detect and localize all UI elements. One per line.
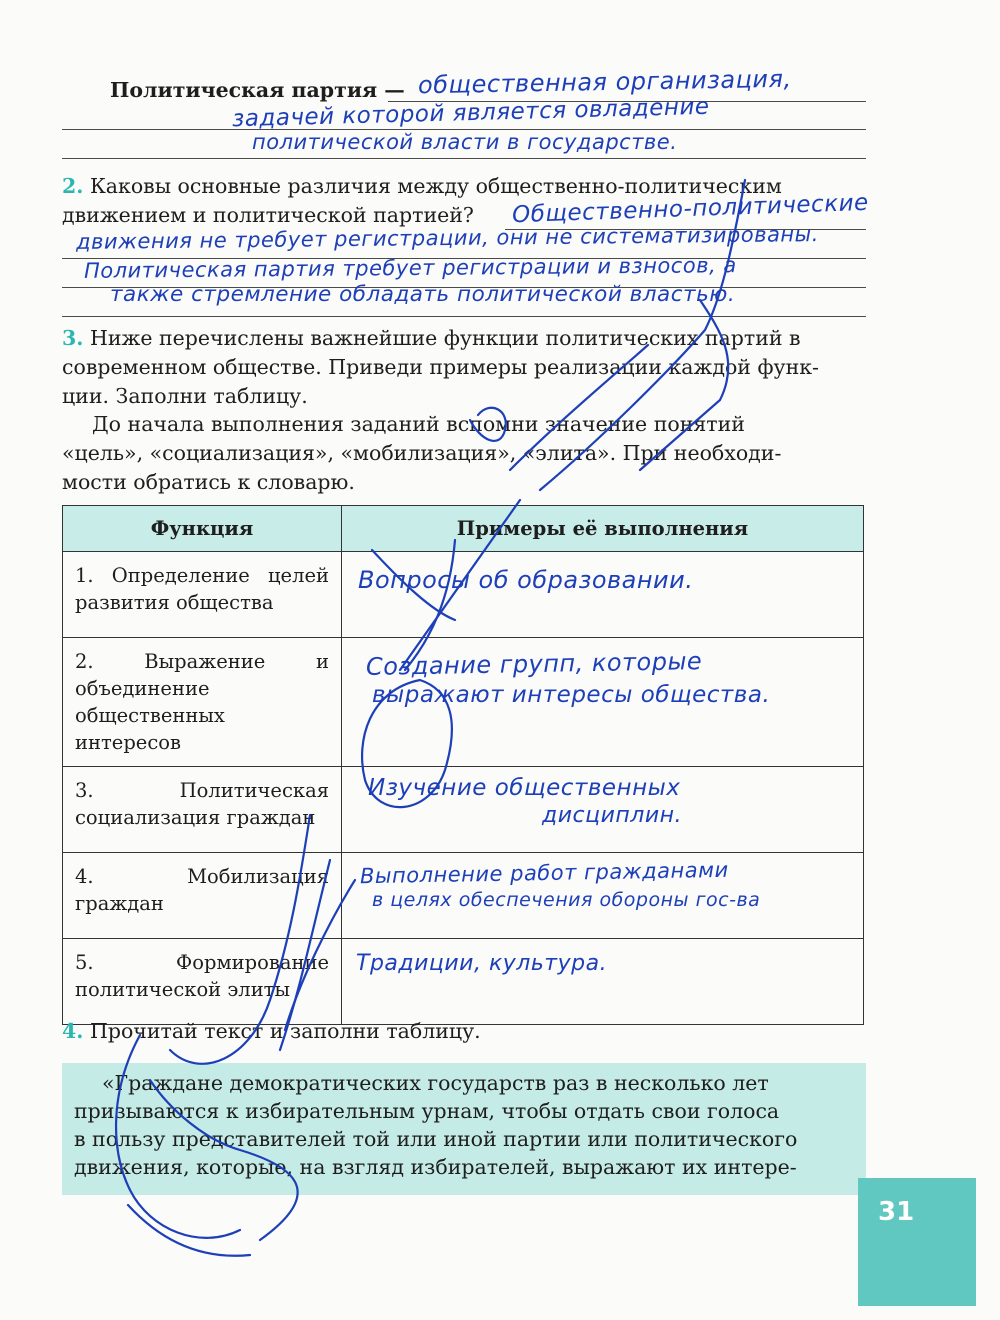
quote-box: [62, 1063, 866, 1195]
header-function: Функция: [63, 506, 342, 552]
functions-table: [62, 505, 864, 1025]
quote-line: в пользу представителей той или иной партии или политического: [74, 1127, 798, 1151]
task3-hint-line3: мости обратись к словарю.: [62, 470, 355, 494]
task4-instruction: Прочитай текст и заполни таблицу.: [89, 1019, 481, 1043]
task3-number: 3.: [62, 326, 84, 350]
example-line: дисциплин.: [542, 803, 682, 828]
page-number: 31: [878, 1197, 915, 1227]
table-row: [63, 767, 864, 853]
example-cell[interactable]: [342, 552, 864, 638]
scribble-stroke: [128, 1205, 250, 1256]
example-cell[interactable]: [342, 853, 864, 939]
definition-answer-line-2: задачей которой является овладение: [231, 93, 710, 133]
task2-answer-line-3: Политическая партия требует регистрации и взносов, а: [83, 253, 737, 283]
function-cell: 2. Выражение и объединение общественных интересов: [63, 638, 342, 767]
example-line: Традиции, культура.: [356, 951, 608, 976]
answer-line: [62, 158, 866, 159]
task4-text: [62, 1017, 866, 1046]
example-cell[interactable]: [342, 767, 864, 853]
table-header-row: [63, 506, 864, 552]
header-examples: Примеры её выполнения: [342, 506, 864, 552]
quote-line: движения, которые, на взгляд избирателей, выражают их интере-: [74, 1155, 797, 1179]
task2-question-line2: движением и политической партией?: [62, 203, 474, 227]
quote-line: призываются к избирательным урнам, чтобы отдать свои голоса: [74, 1099, 780, 1123]
definition-term: Политическая партия —: [110, 78, 405, 102]
function-cell: 3. Политическая социализация граждан: [63, 767, 342, 853]
function-cell: 4. Мобилизация граждан: [63, 853, 342, 939]
table-row: [63, 853, 864, 939]
task3-hint: [62, 410, 866, 497]
task3-text-line2: современном обществе. Приведи примеры реализации каждой функ-: [62, 355, 819, 379]
task3-text-line1: Ниже перечислены важнейшие функции политических партий в: [89, 326, 801, 350]
example-cell[interactable]: [342, 939, 864, 1025]
function-cell: 5. Формирование политической элиты: [63, 939, 342, 1025]
function-cell: 1. Определение целей развития общества: [63, 552, 342, 638]
example-cell[interactable]: [342, 638, 864, 767]
table-row: [63, 939, 864, 1025]
example-line: Выполнение работ гражданами: [359, 857, 729, 889]
task2-answer-line-4: также стремление обладать политической властью.: [110, 282, 736, 307]
task2-answer-line-2: движения не требует регистрации, они не систематизированы.: [75, 222, 819, 254]
answer-line: [62, 316, 866, 317]
table-row: [63, 552, 864, 638]
task3-text: [62, 324, 866, 411]
example-line: Изучение общественных: [368, 775, 681, 801]
example-line: выражают интересы общества.: [372, 682, 771, 708]
example-line: в целях обеспечения обороны гос-ва: [372, 889, 761, 911]
definition-answer-line-3: политической власти в государстве.: [252, 130, 678, 154]
table-row: [63, 638, 864, 767]
task4-number: 4.: [62, 1019, 84, 1043]
quote-line: «Граждане демократических государств раз в несколько лет: [102, 1071, 769, 1095]
task3-text-line3: ции. Заполни таблицу.: [62, 384, 308, 408]
task2-answer-line-1: Общественно-политические: [511, 189, 870, 229]
example-line: Создание групп, которые: [365, 647, 703, 681]
task3-hint-line1: До начала выполнения заданий вспомни значение понятий: [92, 412, 745, 436]
task2-number: 2.: [62, 174, 84, 198]
example-line: Вопросы об образовании.: [358, 566, 694, 594]
task3-hint-line2: «цель», «социализация», «мобилизация», «элита». При необходи-: [62, 441, 782, 465]
page-tab: [858, 1178, 976, 1306]
definition-answer-line-1: общественная организация,: [417, 64, 792, 100]
task2-question-line1: Каковы основные различия между общественно-политическим: [89, 174, 782, 198]
